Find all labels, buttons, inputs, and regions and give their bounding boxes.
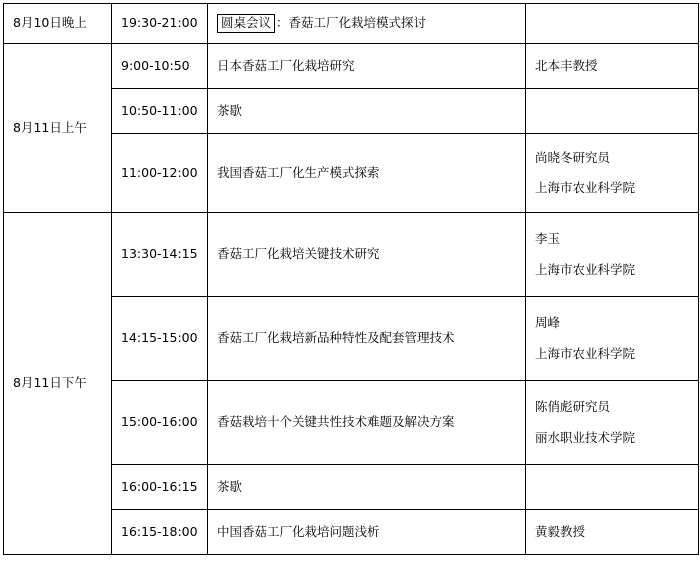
schedule-topic-cell (208, 465, 526, 510)
schedule-topic-cell (208, 510, 526, 555)
speaker-line: 上海市农业科学院 (535, 261, 636, 277)
schedule-topic-text: 香菇栽培十个关键共性技术难题及解决方案 (217, 414, 455, 430)
speaker-line: 北本丰教授 (535, 57, 598, 73)
schedule-topic-text: 茶歇 (217, 478, 243, 494)
schedule-topic-text: 茶歇 (217, 102, 243, 118)
schedule-speaker-cell (526, 213, 699, 297)
schedule-document (0, 3, 700, 570)
schedule-body (4, 4, 699, 555)
speaker-line: 上海市农业科学院 (535, 180, 636, 195)
schedule-speaker-cell (526, 4, 699, 44)
schedule-topic-cell (208, 44, 526, 89)
schedule-time-cell: 14:15-15:00 (112, 297, 208, 381)
schedule-time-cell: 9:00-10:50 (112, 44, 208, 89)
schedule-day-cell: 8月11日上午 (4, 44, 112, 213)
schedule-speaker-cell (526, 134, 699, 213)
schedule-topic-cell (208, 213, 526, 297)
schedule-topic-text: 我国香菇工厂化生产模式探索 (217, 164, 380, 180)
schedule-speaker-cell (526, 89, 699, 134)
schedule-speaker-cell (526, 465, 699, 510)
schedule-day-cell: 8月10日晚上 (4, 4, 112, 44)
topic-highlight-box: 圆桌会议 (217, 14, 275, 33)
speaker-line: 上海市农业科学院 (535, 345, 636, 361)
schedule-topic-cell (208, 4, 526, 44)
schedule-time-cell: 16:00-16:15 (112, 465, 208, 510)
schedule-time-cell: 13:30-14:15 (112, 213, 208, 297)
speaker-line: 李玉 (535, 231, 561, 247)
schedule-topic-text: ：香菇工厂化栽培模式探讨 (276, 14, 427, 30)
table-row (4, 4, 699, 44)
schedule-day-cell: 8月11日下午 (4, 213, 112, 555)
speaker-line: 尚晓冬研究员 (535, 149, 611, 165)
schedule-topic-cell (208, 89, 526, 134)
schedule-time-cell: 10:50-11:00 (112, 89, 208, 134)
conference-schedule-table (3, 3, 699, 555)
schedule-time-cell: 19:30-21:00 (112, 4, 208, 44)
schedule-speaker-cell (526, 297, 699, 381)
schedule-topic-text: 香菇工厂化栽培新品种特性及配套管理技术 (217, 330, 455, 346)
table-row (4, 44, 699, 89)
schedule-speaker-cell (526, 510, 699, 555)
speaker-line: 黄毅教授 (535, 523, 586, 539)
schedule-topic-cell (208, 381, 526, 465)
schedule-topic-text: 中国香菇工厂化栽培问题浅析 (217, 523, 380, 539)
schedule-topic-cell (208, 134, 526, 213)
speaker-line: 周峰 (535, 315, 561, 331)
schedule-time-cell: 16:15-18:00 (112, 510, 208, 555)
schedule-topic-text: 香菇工厂化栽培关键技术研究 (217, 246, 380, 262)
speaker-line: 陈俏彪研究员 (535, 399, 611, 415)
speaker-line: 丽水职业技术学院 (535, 429, 636, 445)
schedule-speaker-cell (526, 381, 699, 465)
schedule-speaker-cell (526, 44, 699, 89)
schedule-time-cell: 11:00-12:00 (112, 134, 208, 213)
schedule-topic-cell (208, 297, 526, 381)
table-row (4, 213, 699, 297)
schedule-topic-text: 日本香菇工厂化栽培研究 (217, 57, 355, 73)
schedule-time-cell: 15:00-16:00 (112, 381, 208, 465)
